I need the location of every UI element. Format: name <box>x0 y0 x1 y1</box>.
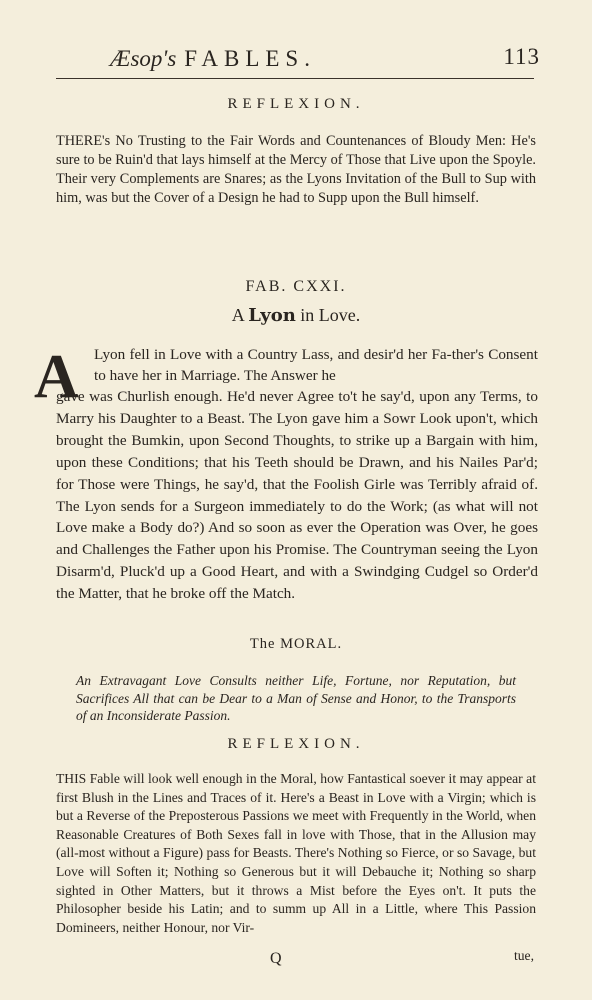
fable-title-article: A <box>231 305 244 325</box>
fable-title-blackletter: Lyon <box>248 305 296 326</box>
fable-number: FAB. CXXI. <box>245 278 347 295</box>
reflexion-text-1 <box>56 132 536 208</box>
reflexion-heading-2: REFLEXION. <box>227 736 365 752</box>
signature-mark: Q <box>270 950 282 967</box>
fable-first-lines: Lyon fell in Love with a Country Lass, and desir'd her Fa-ther's Consent to have her in Marriage. The Answer he <box>94 346 538 384</box>
reflexion-heading-1: REFLEXION. <box>227 96 365 112</box>
reflexion-text-2: THIS Fable will look well enough in the Moral, how Fantastical soever it may appear at first Blush in the Lines and Traces of it. Here's a Beast in Love with a Virgin; which is but a Reverse of the Preposterous Passions we meet with Frequently in the World, when Reasonable Creatures of Both Sexes fall in love with Those, that in the Allusion may (all-most without a Figure) pass for Beasts. There's Nothing so Fierce, or so Savage, but Love will Soften it; Nothing so Generous but it will Debauche it; Nothing so sharp sighted in Other Matters, but it throws a Mist before the Eyes on't. It puts the Philosopher beside his Latin; and to summ up All in a Little, where This Passion Domineers, neither Honour, nor Vir- <box>56 771 536 935</box>
running-header <box>110 44 540 78</box>
running-title-caps: FABLES. <box>184 46 316 71</box>
running-title-italic: Æsop's <box>110 46 177 71</box>
fable-title <box>56 305 536 326</box>
drop-cap: A <box>34 343 79 411</box>
moral-text: An Extravagant Love Consults neither Life, Fortune, nor Reputation, but Sacrifices All that can be Dear to a Man of Sense and Honor, to the Transports of an Inconsiderate Passion. <box>76 673 516 723</box>
header-rule <box>56 78 534 79</box>
moral-heading: The MORAL. <box>249 636 343 652</box>
catchword: tue, <box>513 948 534 963</box>
fable-title-rest: in Love. <box>300 305 361 325</box>
fable-body: gave was Churlish enough. He'd never Agree to't he say'd, upon any Terms, to Marry his Daughter to a Beast. The Lyon gave him a Sowr Look upon't, which brought the Bumkin, upon Second Thoughts, to strike up a Bargain with him, upon these Conditions; that his Teeth should be Drawn, and his Nailes Par'd; for Those were Things, he say'd, that the Foolish Girle was Terribly afraid of. The Lyon sends for a Surgeon immediately to do the Work; (as what will not Love make a Body do?) And so soon as ever the Operation was Over, he goes and Challenges the Father upon his Promise. The Countryman seeing the Lyon Disarm'd, Pluck'd up a Good Heart, and with a Swindging Cudgel so Order'd the Matter, that he broke off the Match. <box>56 388 538 603</box>
running-title <box>110 46 316 72</box>
page-number: 113 <box>503 44 540 69</box>
reflexion-paragraph-1: THERE's No Trusting to the Fair Words and Countenances of Bloudy Men: He's sure to be Ruin'd that lays himself at the Mercy of Those that Live upon the Spoyle. Their very Complements are Snares; as the Lyons Invitation of the Bull to Sup with him, was but the Cover of a Design he had to Supp upon the Bull himself. <box>56 133 536 206</box>
